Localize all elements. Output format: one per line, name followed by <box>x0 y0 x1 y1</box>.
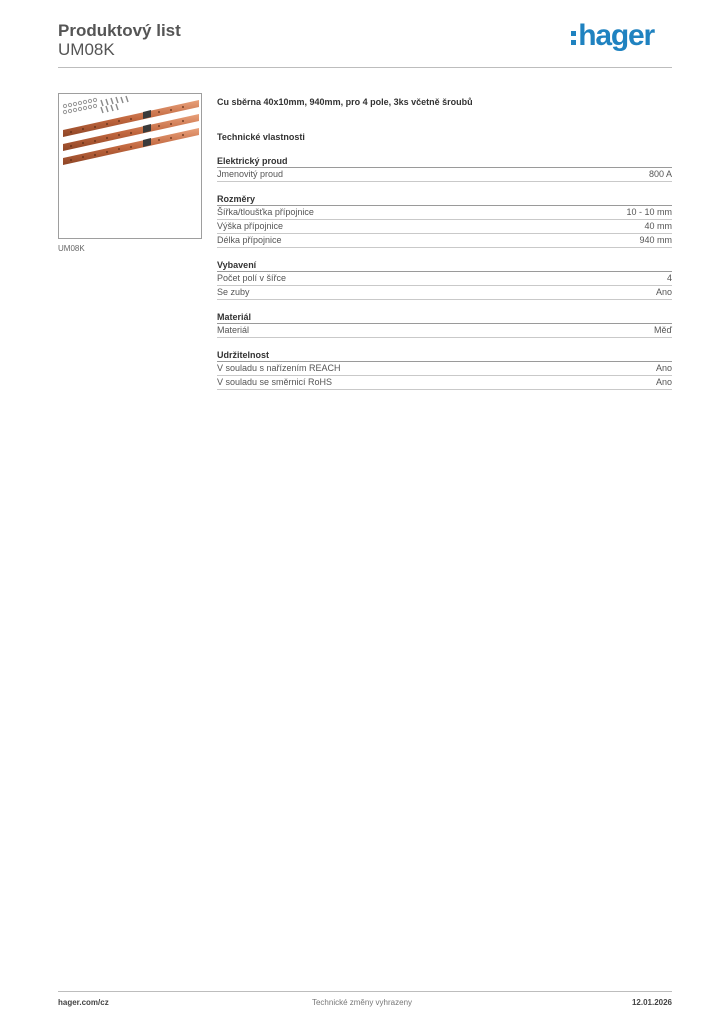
spec-value: Ano <box>655 377 672 387</box>
spec-section-equipment <box>217 259 672 300</box>
section-title: Rozměry <box>217 193 672 206</box>
spec-label: Počet polí v šířce <box>217 273 287 283</box>
spec-label: Jmenovitý proud <box>217 169 284 179</box>
spec-row <box>217 168 672 182</box>
logo-text: hager <box>578 19 654 52</box>
hager-logo <box>571 20 654 52</box>
spec-row <box>217 324 672 338</box>
footer-divider <box>58 991 672 992</box>
section-title: Materiál <box>217 311 672 324</box>
spec-content <box>217 96 672 390</box>
spec-value: 940 mm <box>639 235 672 245</box>
spec-label: Se zuby <box>217 287 250 297</box>
spec-row <box>217 376 672 390</box>
spec-label: Materiál <box>217 325 250 335</box>
spec-row <box>217 206 672 220</box>
spec-value: Měď <box>653 325 672 335</box>
spec-row <box>217 234 672 248</box>
footer-website: hager.com/cz <box>58 998 109 1007</box>
spec-label: Výška přípojnice <box>217 221 284 231</box>
footer-date: 12.01.2026 <box>631 998 672 1007</box>
section-title: Udržitelnost <box>217 349 672 362</box>
spec-label: Šířka/tloušťka přípojnice <box>217 207 314 217</box>
spec-section-electric <box>217 155 672 182</box>
spec-row <box>217 272 672 286</box>
copper-busbar-icon <box>59 94 201 238</box>
spec-value: 4 <box>666 273 672 283</box>
product-code: UM08K <box>58 40 115 59</box>
spec-value: Ano <box>655 363 672 373</box>
spec-section-material <box>217 311 672 338</box>
tech-specs-heading: Technické vlastnosti <box>217 132 305 142</box>
page-header <box>58 20 672 68</box>
spec-label: Délka přípojnice <box>217 235 282 245</box>
spec-section-sustainability <box>217 349 672 390</box>
product-image <box>58 93 202 239</box>
footer-notice: Technické změny vyhrazeny <box>311 998 413 1007</box>
spec-value: 10 - 10 mm <box>626 207 672 217</box>
spec-label: V souladu s nařízením REACH <box>217 363 341 373</box>
header-divider <box>58 67 672 68</box>
spec-row <box>217 362 672 376</box>
spec-label: V souladu se směrnicí RoHS <box>217 377 333 387</box>
spec-value: Ano <box>655 287 672 297</box>
section-title: Vybavení <box>217 259 672 272</box>
image-caption: UM08K <box>58 244 85 253</box>
spec-row <box>217 286 672 300</box>
spec-row <box>217 220 672 234</box>
page-title: Produktový list <box>58 21 181 40</box>
spec-value: 800 A <box>648 169 672 179</box>
spec-section-dimensions <box>217 193 672 248</box>
logo-dots-icon <box>571 31 576 45</box>
section-title: Elektrický proud <box>217 155 672 168</box>
spec-value: 40 mm <box>644 221 672 231</box>
product-description: Cu sběrna 40x10mm, 940mm, pro 4 pole, 3ks včetně šroubů <box>217 97 473 107</box>
